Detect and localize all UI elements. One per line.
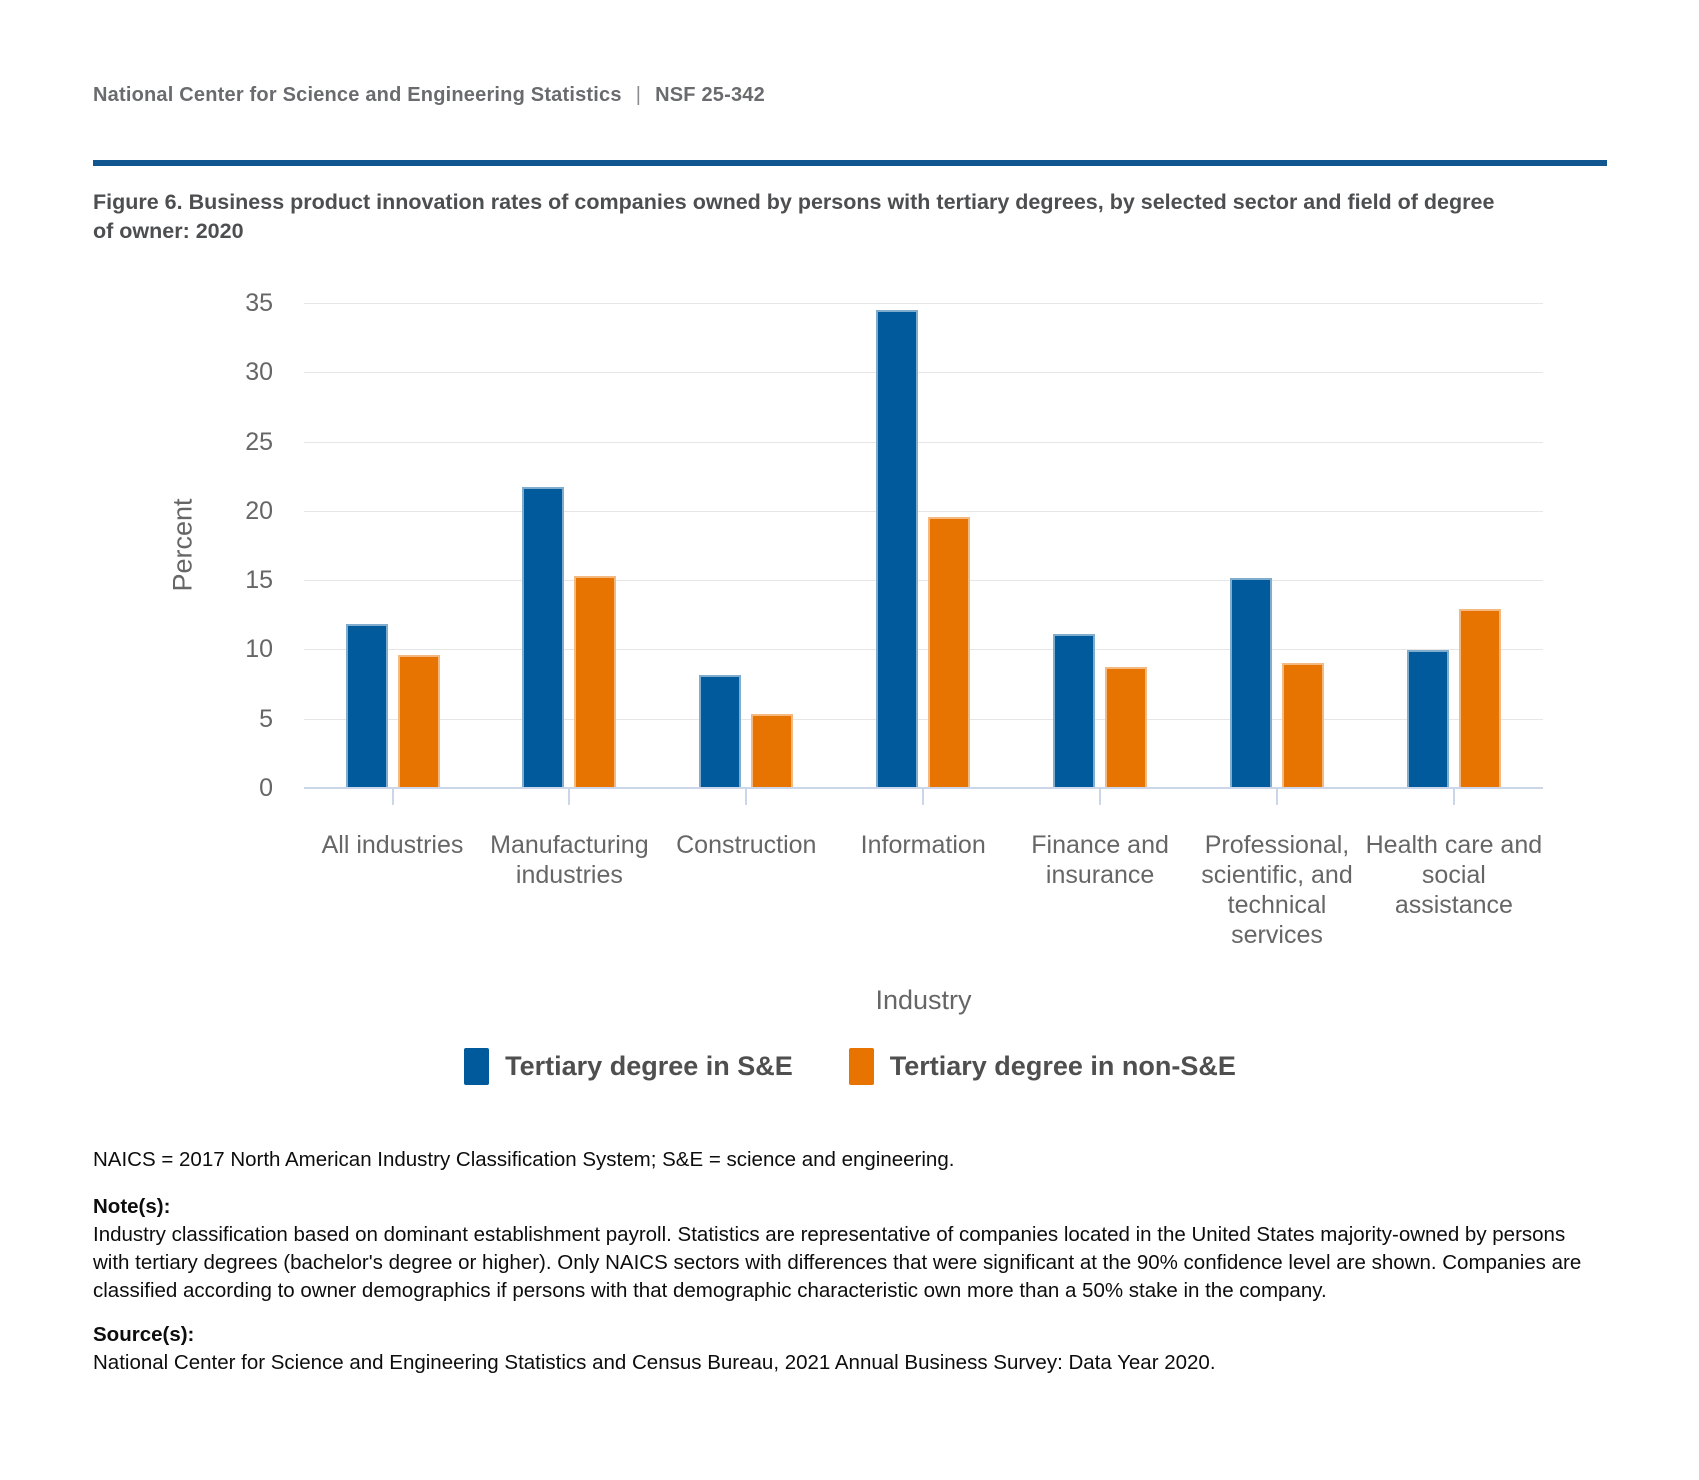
chart-legend	[93, 1048, 1607, 1085]
x-axis-label-professional-scientific-and-technical-services: Professional, scientific, and technical services	[1201, 831, 1353, 949]
agency-name: National Center for Science and Engineering Statistics	[93, 84, 622, 106]
bar-tertiary-degree-in-s-e-finance-and-insurance[interactable]	[1053, 634, 1095, 789]
bar-tertiary-degree-in-non-s-e-all-industries[interactable]	[398, 655, 440, 789]
notes-label: Note(s):	[93, 1195, 171, 1218]
bar-tertiary-degree-in-s-e-construction[interactable]	[699, 675, 741, 789]
y-axis-tick-label-35: 35	[245, 289, 273, 317]
sources-label: Source(s):	[93, 1323, 195, 1346]
gridline-20	[304, 511, 1543, 512]
bar-tertiary-degree-in-s-e-information[interactable]	[876, 310, 918, 790]
bar-tertiary-degree-in-s-e-health-care-and-social-assistance[interactable]	[1407, 650, 1449, 789]
x-axis-tick-health-care-and-social-assistance	[1453, 789, 1455, 805]
bar-tertiary-degree-in-non-s-e-professional-scientific-and-technical-services[interactable]	[1282, 663, 1324, 789]
gridline-35	[304, 303, 1543, 304]
x-axis-label-information: Information	[860, 831, 986, 859]
x-axis-tick-information	[922, 789, 924, 805]
x-axis-tick-finance-and-insurance	[1099, 789, 1101, 805]
y-axis-tick-label-15: 15	[245, 566, 273, 595]
x-axis-tick-all-industries	[392, 789, 394, 805]
notes-text: Industry classification based on dominant establishment payroll. Statistics are representative of companies located in the United States majority-owned by persons with tertiary degrees (bachelor's degree or higher). Only NAICS sectors with differences that were significant at the 90% confidence level are shown. Companies are classified according to owner demographics if persons with that demographic characteristic own more than a 50% stake in the company.	[93, 1223, 1582, 1302]
y-axis-tick-label-5: 5	[259, 704, 273, 733]
report-number: NSF 25-342	[655, 84, 765, 106]
gridline-30	[304, 372, 1543, 373]
sources-text: National Center for Science and Engineering Statistics and Census Bureau, 2021 Annual Business Survey: Data Year 2020.	[93, 1351, 1216, 1374]
bar-tertiary-degree-in-non-s-e-information[interactable]	[928, 517, 970, 789]
legend-item-tertiary-degree-in-s-e[interactable]	[464, 1048, 793, 1085]
x-axis-label-finance-and-insurance: Finance and insurance	[1031, 831, 1169, 889]
y-axis-tick-label-10: 10	[245, 635, 273, 664]
x-axis-tick-manufacturing-industries	[568, 789, 570, 805]
y-axis-title: Percent	[167, 498, 198, 592]
bar-tertiary-degree-in-s-e-all-industries[interactable]	[346, 624, 388, 789]
x-axis-label-construction: Construction	[676, 831, 817, 859]
gridline-25	[304, 442, 1543, 443]
bar-tertiary-degree-in-s-e-manufacturing-industries[interactable]	[522, 487, 564, 789]
bar-tertiary-degree-in-non-s-e-finance-and-insurance[interactable]	[1105, 667, 1147, 789]
bar-tertiary-degree-in-non-s-e-health-care-and-social-assistance[interactable]	[1459, 609, 1501, 789]
legend-item-tertiary-degree-in-non-s-e[interactable]	[849, 1048, 1236, 1085]
gridline-15	[304, 580, 1543, 581]
legend-marker-tertiary-degree-in-s-e	[464, 1048, 489, 1085]
bar-tertiary-degree-in-non-s-e-construction[interactable]	[751, 714, 793, 789]
x-axis-label-all-industries: All industries	[321, 831, 464, 859]
legend-label-tertiary-degree-in-s-e: Tertiary degree in S&E	[505, 1051, 793, 1081]
figure-title: Figure 6. Business product innovation rates of companies owned by persons with tertiary degrees, by selected sector and field of degree of owner: 2020	[93, 190, 1495, 243]
y-axis-tick-label-25: 25	[245, 427, 273, 456]
header-separator: |	[635, 84, 642, 106]
gridline-5	[304, 719, 1543, 720]
y-axis-tick-label-0: 0	[259, 774, 273, 802]
legend-label-tertiary-degree-in-non-s-e: Tertiary degree in non-S&E	[889, 1051, 1236, 1081]
x-axis-tick-professional-scientific-and-technical-services	[1276, 789, 1278, 805]
bar-tertiary-degree-in-non-s-e-manufacturing-industries[interactable]	[574, 576, 616, 789]
x-axis-label-health-care-and-social-assistance: Health care and social assistance	[1365, 831, 1543, 919]
y-axis-tick-label-20: 20	[245, 496, 273, 525]
x-axis-tick-construction	[745, 789, 747, 805]
x-axis-title: Industry	[875, 985, 972, 1015]
gridline-10	[304, 649, 1543, 650]
abbreviation-note: NAICS = 2017 North American Industry Classification System; S&E = science and engineering.	[93, 1148, 955, 1171]
y-axis-tick-label-30: 30	[245, 358, 273, 387]
x-axis-label-manufacturing-industries: Manufacturing industries	[490, 831, 649, 889]
legend-marker-tertiary-degree-in-non-s-e	[849, 1048, 874, 1085]
bar-tertiary-degree-in-s-e-professional-scientific-and-technical-services[interactable]	[1230, 578, 1272, 789]
